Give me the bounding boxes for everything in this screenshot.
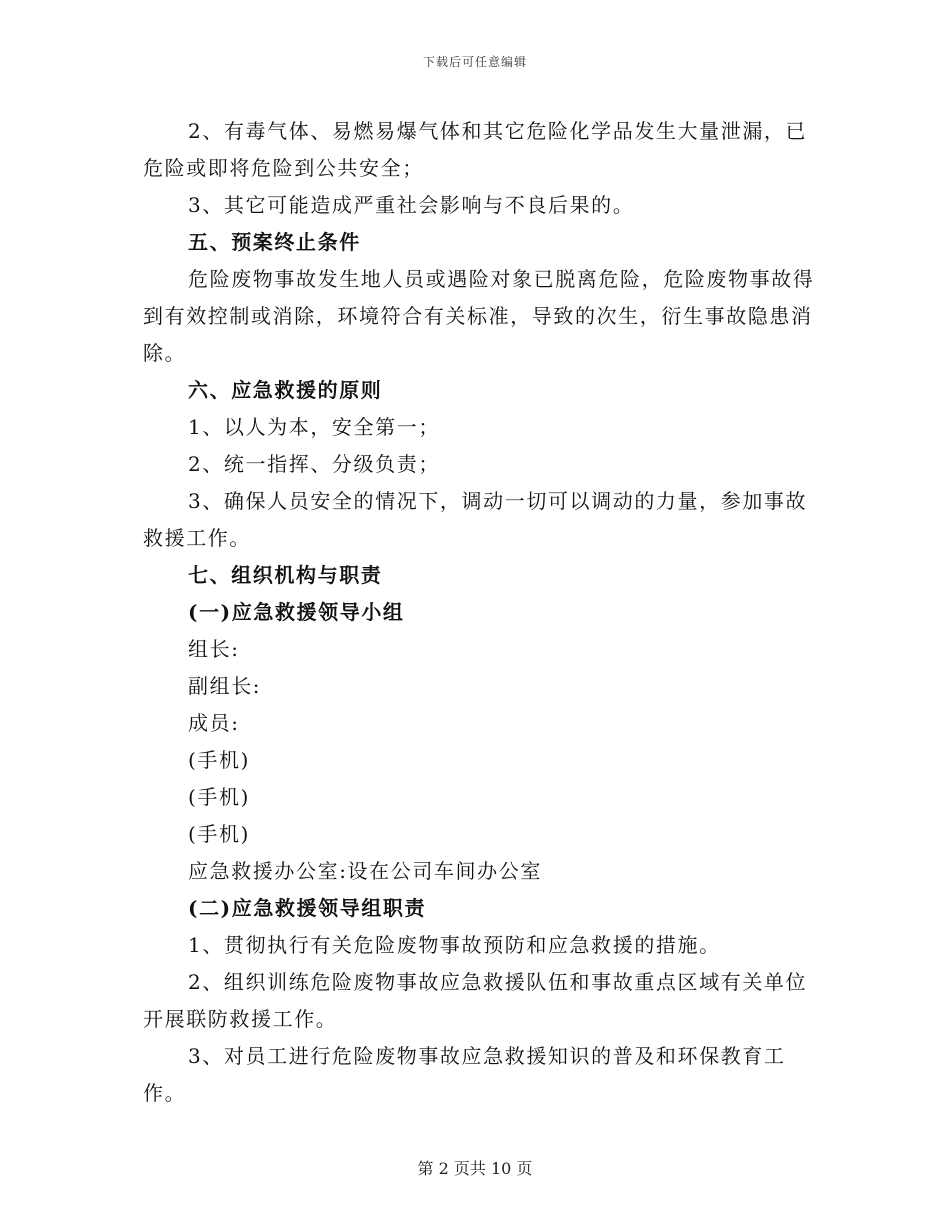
paragraph: 3、确保人员安全的情况下，调动一切可以调动的力量，参加事故救援工作。	[143, 489, 808, 550]
paragraph: 3、其它可能造成严重社会影响与不良后果的。	[188, 193, 635, 217]
page-footer: 第 2 页共 10 页	[417, 1159, 533, 1178]
paragraph: 应急救援办公室:设在公司车间办公室	[188, 859, 542, 883]
page-header: 下载后可任意编辑	[422, 55, 527, 69]
paragraph: 副组长:	[188, 674, 262, 698]
paragraph: 组长:	[188, 637, 240, 661]
paragraph: (手机)	[188, 822, 251, 846]
section-heading: 五、预案终止条件	[188, 230, 361, 254]
paragraph: 1、贯彻执行有关危险废物事故预防和应急救援的措施。	[188, 933, 721, 957]
subsection-heading: (二)应急救援领导组职责	[188, 896, 427, 920]
subsection-heading: (一)应急救援领导小组	[188, 600, 405, 624]
paragraph: 1、以人为本，安全第一；	[188, 415, 440, 439]
paragraph: 2、统一指挥、分级负责；	[188, 452, 440, 476]
document-body	[143, 113, 819, 1112]
paragraph: 2、组织训练危险废物事故应急救援队伍和事故重点区域有关单位开展联防救援工作。	[143, 970, 808, 1031]
paragraph: (手机)	[188, 748, 251, 772]
paragraph: (手机)	[188, 785, 251, 809]
paragraph: 危险废物事故发生地人员或遇险对象已脱离危险，危险废物事故得到有效控制或消除，环境符合有关标准，导致的次生，衍生事故隐患消除。	[143, 267, 815, 365]
paragraph: 2、有毒气体、易燃易爆气体和其它危险化学品发生大量泄漏，已危险或即将危险到公共安全；	[143, 119, 808, 180]
paragraph: 成员:	[188, 711, 240, 735]
section-heading: 六、应急救援的原则	[188, 378, 383, 402]
section-heading: 七、组织机构与职责	[188, 563, 383, 587]
paragraph: 3、对员工进行危险废物事故应急救援知识的普及和环保教育工作。	[143, 1044, 786, 1105]
